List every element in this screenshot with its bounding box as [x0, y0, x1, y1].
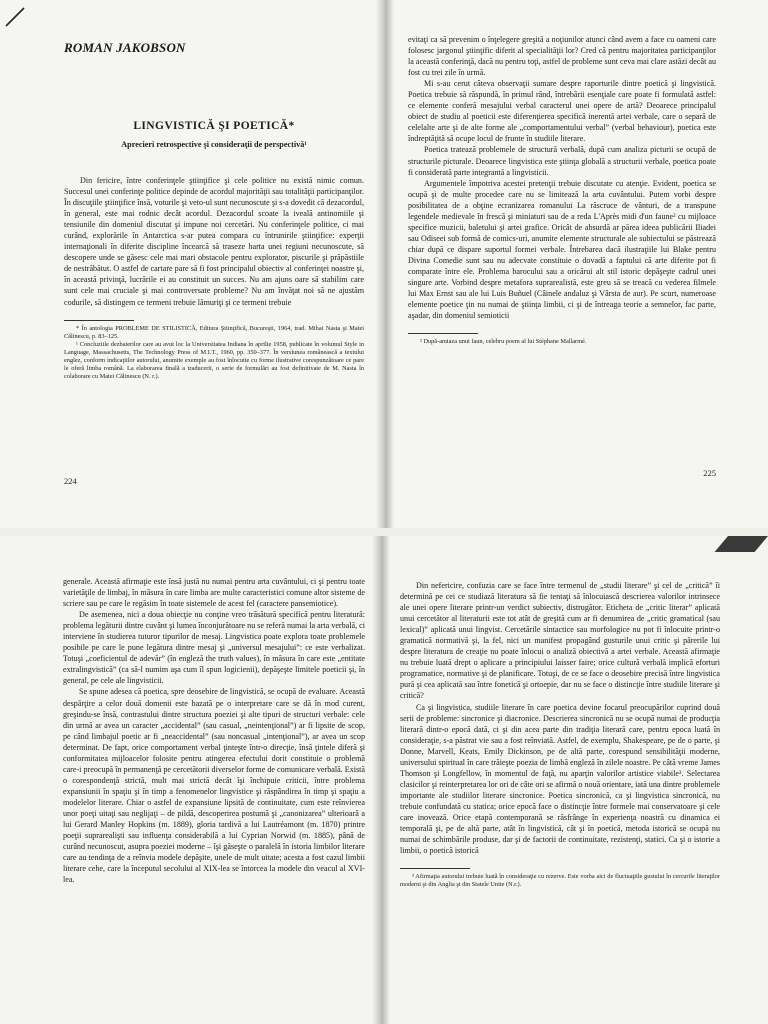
footnote-rule [64, 320, 134, 321]
paragraph: Poetica tratează problemele de structură verbală, după cum analiza picturii se ocupă de structurile picturale. Deoarece lingvistica este ştiinţa globală a structurii verbale, poetica poate fi considerată parte integrantă a lingvisticii. [408, 145, 716, 177]
paragraph: evitaţi ca să prevenim o înţelegere greşită a noţiunilor atunci când avem a face cu oameni care folosesc jargonul ştiinţific diferit al specialităţii lor? Cred că pentru majoritatea participanţilor la această conferinţă, dacă nu pentru toţi, astfel de probleme sunt ceva mai clare astăzi decât au fost cu trei zile în urmă. [408, 35, 716, 78]
paragraph: generale. Această afirmaţie este însă justă nu numai pentru arta cuvântului, ci şi pentru toate varietăţile de limbaj, în măsura în care limba are multe caracteristici comune altor sisteme de scriere sau pe care le regăsim în toate sistemele de acest fel (caractere pansemiotice). [63, 577, 365, 609]
pen-mark-icon [4, 6, 26, 28]
paragraph: Din nefericire, confuzia care se face între termenul de „studii literare” şi cel de „critică” îi determină pe cei ce studiază literatura să fie tentaţi să înlocuiască descrierea valorilor intrinsece ale unei opere literare printr-un verdict subiectiv, distrugător. Eticheta de „critic literar” aplicată unui cercetător al literaturii este tot atât de greşită cum ar fi denumirea de „critic gramatical (sau lexical)” aplicată unui lingvist. Cercetările sintactice sau morfologice nu pot fi înlocuite printr-o gramatică normativă şi, la fel, nici un manifest propagând gusturile unui critic şi părerile lui despre literatura de creaţie nu poate înlocui o analiză obiectivă a artei verbale. Această afirmaţie nu trebuie luată drept o aplicare a principiului laisser faire; orice cultură verbală implică eforturi programatice, normative şi de planificare. Totuşi, de ce se face o deosebire precisă între lingvistica pură şi cea aplicată sau între fonetică şi ortoepie, dar nu se face o distincţie între studiile literare şi critică? [400, 581, 720, 701]
page-number: 225 [703, 468, 716, 478]
paragraph: Se spune adesea că poetica, spre deosebire de lingvistică, se ocupă de evaluare. Această despărţire a celor două domenii este bazată pe o interpretare care se dă în mod curent, greşindu-se însă, contrastului dintre structura poeziei şi alte tipuri de structuri verbale: cele din urmă ar avea un caracter „accidental” (sau casual, „neintenţional”) ar fi lipsite de scop, pe când limbajul poetic ar fi „neaccidental” (sau noncasual „intenţional”), ar avea un scop determinat. De fapt, orice comportament verbal ţinteşte într-o direcţie, însă ţintele diferă şi conformitatea mijloacelor folosite pentru atingerea efectului dorit constituie o problemă care-i preocupă în permanenţă pe cercetătorii diverselor forme de comunicare verbală. Există o corespondenţă strictă, mult mai strictă decât îşi închipuie criticii, între problema expansiunii în spaţiu şi în timp a fenomenelor lingvistice şi răspândirea în timp şi spaţiu a modelelor literare. Chiar o astfel de expansiune lipsită de continuitate, cum este reînvierea unor poeţi uitaţi sau neglijaţi – de pildă, descoperirea postumă şi „canonizarea” ulterioară a lui Gerard Manley Hopkins (m. 1889), gloria tardivă a lui Lautréamont (m. 1870) printre poeţii suprarealişti sau influenţa considerabilă a lui Cyprian Norwid (m. 1885), până de curând necunoscut, asupra poeziei moderne – îşi găseşte o paralelă în istoria limbilor literare care au tendinţa de a reînvia modele depăşite, unele de mult uitate; acesta a fost cazul limbii literare cehe, care la începutul secolului al XIX-lea se întorcea la modele din veacul al XVI-lea. [63, 687, 365, 885]
footnote: ¹ Concluziile dezbaterilor care au avut loc la Universitatea Indiana în aprilie 1958, publicate în volumul Style in Language, Massachusetts, The Technology Press of M.I.T., 1960, pp. 350–377. În versiunea românească a textului englez, conform indicaţiilor autorului, anumite exemple au fost înlocuite cu forme ilustrative corespunzătoare ce pare le oferă limba română. La elaborarea finală a traducerii, o serie de formulări au fost definitivate de M. Nasta în colaborare cu Matei Călinescu (N. r.). [64, 340, 364, 381]
paragraph: Mi s-au cerut câteva observaţii sumare despre raporturile dintre poetică şi lingvistică. Poetica trebuie să răspundă, în primul rând, întrebării esenţiale care poate fi formulată astfel: ce elemente conferă mesajului verbal caracterul unei opere de artă? Deoarece principalul obiect de studiu al poeticii este diferenţierea specifică inerentă artei verbale, care o separă de celelalte arte şi de alte forme ale „comportamentului verbal” (verbal behaviour), poetica este îndreptăţită să ocupe locul de frunte în studiile literare. [408, 79, 716, 144]
paragraph: Ca şi lingvistica, studiile literare în care poetica devine focarul preocupărilor cuprind două serii de probleme: sincronice şi diacronice. Descrierea sincronică nu se ocupă numai de producţia literară dintr-o epocă dată, ci şi din acea parte din tradiţia literară care, pentru epoca luată în consideraţie, s-a păstrat vie sau a fost reînviată. Astfel, de exemplu, Shakespeare, pe de o parte, şi Donne, Marvell, Keats, Emily Dickinson, pe de altă parte, corespund sensibilităţii moderne, universului spiritual în care trăieşte poezia de limbă engleză în zilele noastre. Pe câtă vreme James Thomson şi Longfellow, în momentul de faţă, nu aparţin valorilor artistice viabile³. Selectarea clasicilor şi reinterpretarea lor ori de câte ori se afirmă o nouă orientare, iată una dintre problemele importante ale studiilor literare sincronice. Poetica sincronică, ca şi lingvistica sincronică, nu trebuie confundată cu statica; orice epocă face o distincţie între formele mai conservatoare şi cele care inovează. Orice etapă contemporană se răsfrânge în experienţa noastră cu dinamica ei temporală şi, pe de altă parte, atât în lingvistică, cât şi în poetică, metoda istorică se ocupă nu numai de schimbările produse, dar şi de factorii de continuitate, rezistenţi, statici. Ca şi o istorie a limbii, o poetică istorică [400, 702, 720, 856]
paragraph: Argumentele împotriva acestei pretenţii trebuie discutate cu atenţie. Evident, poetica se ocupă şi de multe procedee care nu se limitează la arta cuvântului. Putem vorbi despre posibilitatea de a obţine ecranizarea romanului La răscruce de vânturi, de a transpune legendele medievale în frescă şi miniaturi sau de a reda L'Après midi d'un faune² cu mijloace specifice muzicii, baletului şi artei grafice. Oricât de absurdă ar părea ideea publicării Iliadei sau Odiseei sub formă de comics-uri, anumite elemente structurale ale subiectului se păstrează chiar după ce dispare suportul formei verbale. Întrebarea dacă ilustraţiile lui Blake pentru Divina Comedie sunt sau nu adecvate constituie o dovadă a faptului că arte diferite pot fi comparate între ele. Problema barocului sau a oricărui alt stil istoric depăşeşte cadrul unei singure arte. Vorbind despre metafora suprarealistă, este greu să se treacă cu vederea filmele lui Max Ernst sau ale lui Luis Buñuel (Câinele andaluz şi Vârsta de aur). Pe scurt, numeroase elemente poetice ţin nu numai de ştiinţa limbii, ci şi de întreaga teorie a semnelor, fac parte, aşadar, din domeniul semioticii [408, 178, 716, 321]
book-gutter [376, 0, 394, 528]
book-gutter [372, 536, 390, 1024]
chapter-title: LINGVISTICĂ ŞI POETICĂ* [133, 120, 295, 132]
footnote: * În antologia PROBLEME DE STILISTICĂ, Editura Ştiinţifică, Bucureşti, 1964, trad. Mihai Nasta şi Matei Călinescu, p. 83–125. [64, 324, 364, 340]
page-224 [64, 34, 364, 486]
page-number: 224 [64, 476, 77, 486]
footnote: ³ Afirmaţia autorului trebuie luată în consideraţie cu rezerve. Este vorba aici de fluctuaţiile gustului în cercurile literaţilor moderni şi din Anglia şi din Statele Unite (N.r.). [400, 873, 720, 889]
page-226 [63, 576, 365, 885]
page-225 [408, 34, 716, 478]
footnote-rule [400, 868, 470, 869]
body-text [64, 175, 364, 308]
chapter-subtitle: Aprecieri retrospective şi consideraţii de perspectivă¹ [121, 140, 307, 149]
page-corner-shadow [715, 536, 768, 552]
page-227 [400, 580, 720, 889]
body-text [408, 34, 716, 321]
paragraph: De asemenea, nici a doua obiecţie nu conţine vreo trăsătură specifică pentru literatură: problema legăturii dintre cuvânt şi lumea înconjurătoare nu se referă numai la arta verbală, ci interviene în studierea tuturor tipurilor de mesaj. Lingvistica poate explora toate problemele posibile pe care le pune legătura dintre mesaj şi „universul mesajului”: ce este verbalizat. Totuşi „coeficientul de adevăr” (în engleză the truth values), în măsura în care este „entitate extralingvistică” (ca să-l numim aşa cum îl spun logicienii), depăşeşte limitele poeticii şi, în general, pe cele ale lingvisticii. [63, 610, 365, 686]
body-text [400, 580, 720, 856]
footnote: ² După-amiaza unui faun, celebru poem al lui Stéphane Mallarmé. [420, 338, 587, 346]
scan-bottom-spread [0, 536, 768, 1024]
footnote-rule [408, 333, 478, 334]
paragraph: Din fericire, între conferinţele ştiinţifice şi cele politice nu există nimic comun. Succesul unei conferinţe politice depinde de acordul majorităţii sau totalităţii participanţilor. În discuţiile ştiinţifice însă, voturile şi veto-ul sunt necunoscute şi s-a dovedit că dezacordul, în general, este mai rodnic decât acordul. Dezacordul scoate la iveală antinomiile şi tensiunile din domeniul discutat şi impune noi cercetări. Nu conferinţele politice, ci mai curând, explorările în Antarctica s-ar putea compara cu întrunirile ştiinţifice: experţii internaţionali în diferite discipline încearcă să traseze harta unei regiuni necunoscute, să descopere unde se găsesc cele mai mari obstacole pentru explorator, piscurile şi prăpăstiile de nestrăbătut. O astfel de cartare pare să fi fost principalul obiectiv al conferinţei noastre şi, în această privinţă, lucrările ei au constituit un succes. Nu am ajuns oare să stabilim care sunt cele mai cruciale şi mai controversate probleme? Nu am învăţat noi să ne ajustăm codurile, să distingem ce termeni trebuie lămuriţi şi ce termeni trebuie [64, 176, 364, 307]
body-text [63, 576, 365, 885]
running-head: ROMAN JAKOBSON [64, 40, 186, 55]
